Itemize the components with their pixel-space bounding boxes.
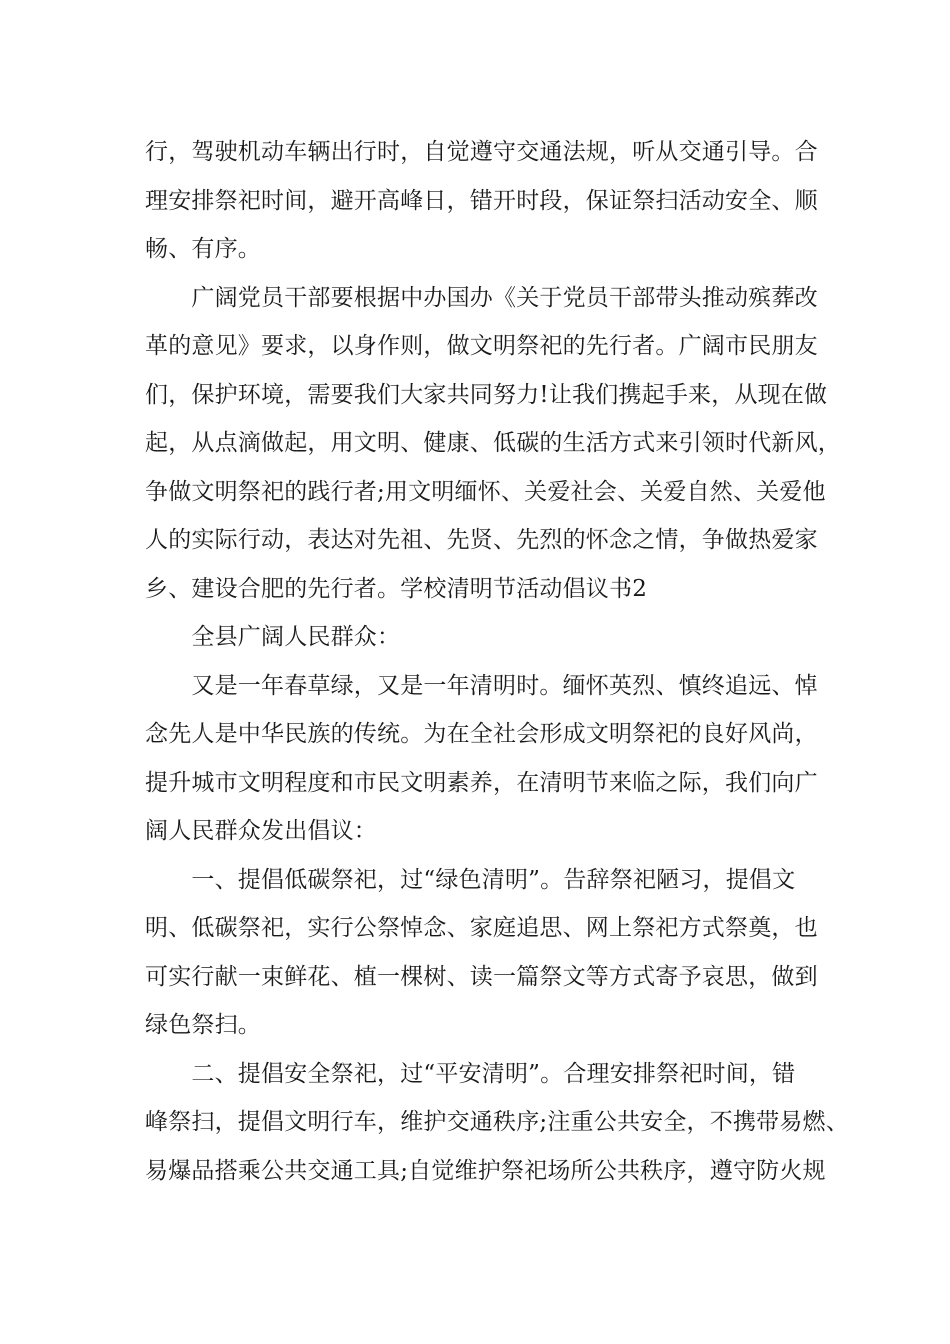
text-line: 一、提倡低碳祭祀，过“绿色清明”。告辞祭祀陋习，提倡文 — [145, 866, 796, 893]
text-line: 又是一年春草绿，又是一年清明时。缅怀英烈、慎终追远、悼 — [145, 672, 818, 699]
text-line: 争做文明祭祀的践行者;用文明缅怀、关爱社会、关爱自然、关爱他 — [145, 478, 826, 505]
text-line: 乡、建设合肥的先行者。学校清明节活动倡议书2 — [145, 575, 648, 602]
text-line: 易爆品搭乘公共交通工具;自觉维护祭祀场所公共秩序，遵守防火规 — [145, 1157, 826, 1184]
text-line: 革的意见》要求，以身作则，做文明祭祀的先行者。广阔市民朋友 — [145, 333, 818, 359]
text-line: 全县广阔人民群众： — [145, 624, 401, 650]
text-line: 起，从点滴做起，用文明、健康、低碳的生活方式来引领时代新风， — [145, 430, 841, 456]
text-line: 行，驾驶机动车辆出行时，自觉遵守交通法规，听从交通引导。合 — [145, 139, 818, 165]
text-line: 阔人民群众发出倡议： — [145, 818, 377, 844]
document-body — [145, 128, 849, 1195]
text-line: 明、低碳祭祀，实行公祭悼念、家庭追思、网上祭祀方式祭奠，也 — [145, 915, 818, 941]
text-line: 可实行献一束鲜花、植一棵树、读一篇祭文等方式寄予哀思，做到 — [145, 963, 818, 990]
text-line: 人的实际行动，表达对先祖、先贤、先烈的怀念之情，争做热爱家 — [145, 527, 818, 553]
text-line: 提升城市文明程度和市民文明素养，在清明节来临之际，我们向广 — [145, 769, 818, 796]
text-line: 畅、有序。 — [145, 236, 261, 262]
text-line: 绿色祭扫。 — [145, 1012, 261, 1038]
text-line: 们，保护环境，需要我们大家共同努力!让我们携起手来，从现在做 — [145, 381, 828, 408]
text-line: 理安排祭祀时间，避开高峰日，错开时段，保证祭扫活动安全、顺 — [145, 187, 818, 214]
text-line: 峰祭扫，提倡文明行车，维护交通秩序;注重公共安全，不携带易燃、 — [145, 1109, 849, 1135]
text-line: 念先人是中华民族的传统。为在全社会形成文明祭祀的良好风尚， — [145, 721, 818, 747]
text-line: 二、提倡安全祭祀，过“平安清明”。合理安排祭祀时间，错 — [145, 1060, 796, 1087]
text-line: 广阔党员干部要根据中办国办《关于党员干部带头推动殡葬改 — [145, 284, 818, 311]
